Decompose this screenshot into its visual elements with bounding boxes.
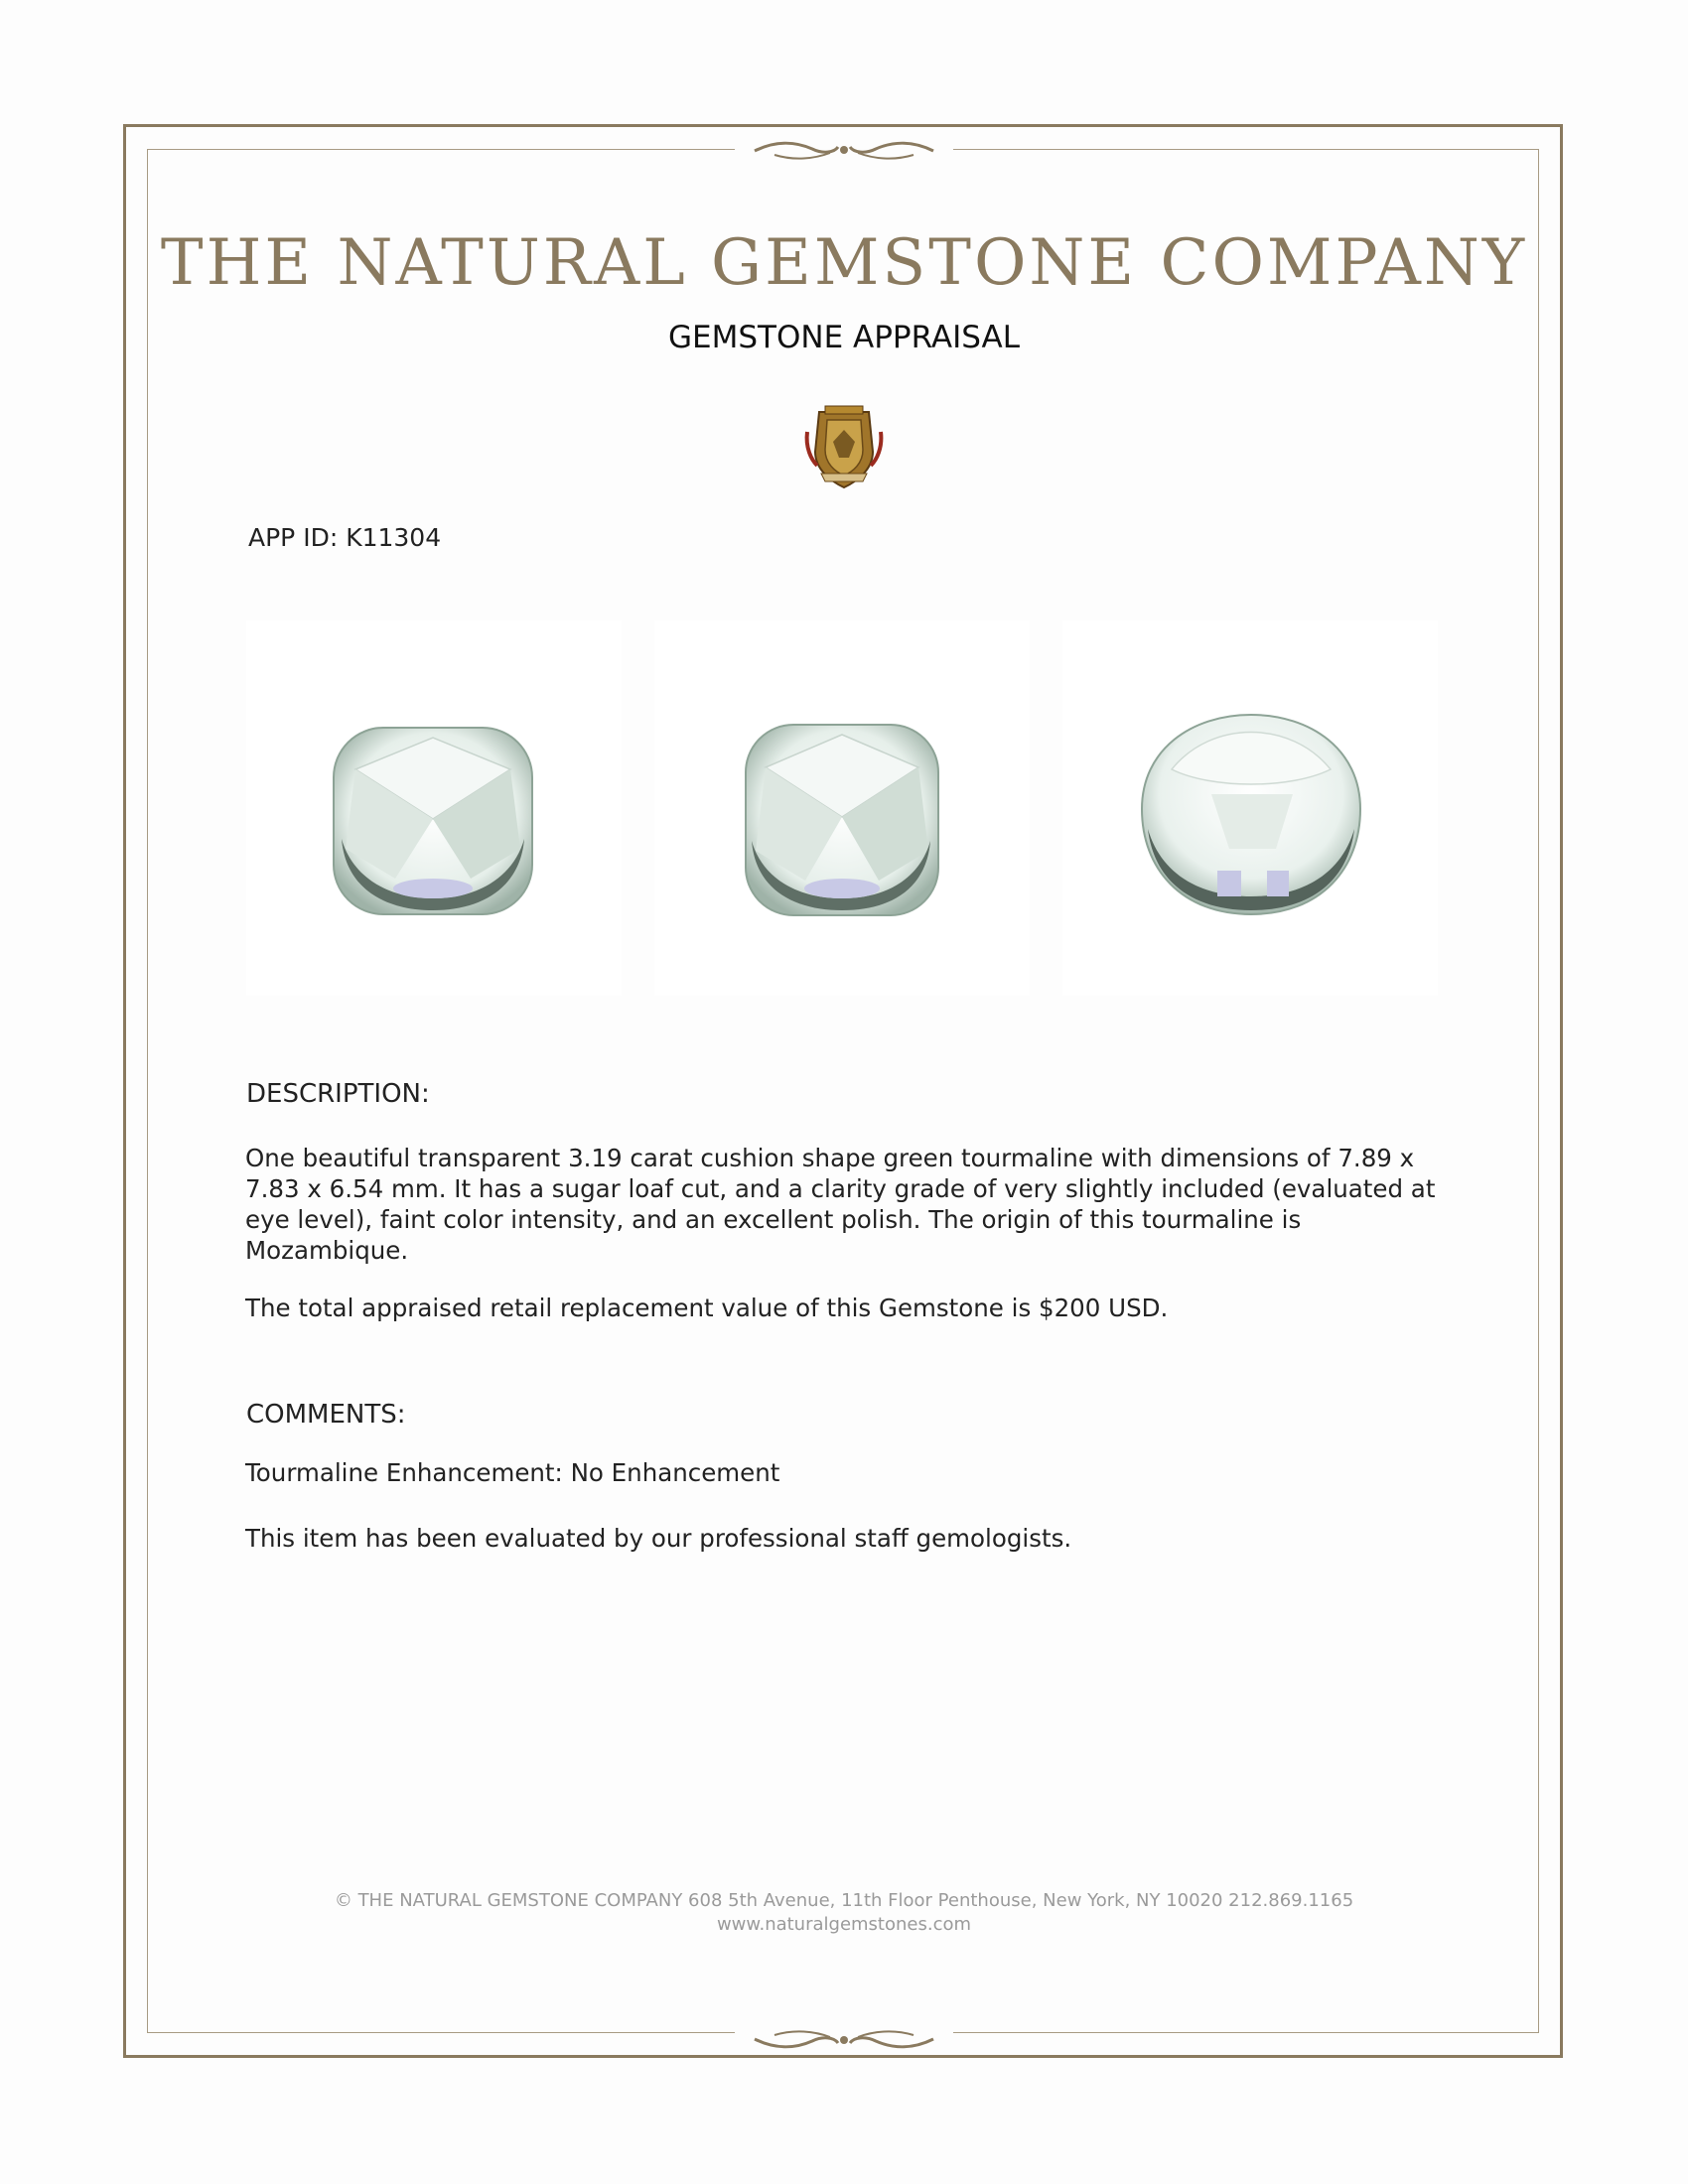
comments-label: COMMENTS:: [246, 1400, 406, 1430]
crest-logo-icon: [799, 402, 889, 491]
app-id: APP ID: K11304: [248, 523, 442, 552]
footer-website[interactable]: www.naturalgemstones.com: [716, 1914, 972, 1935]
evaluation-comment: This item has been evaluated by our professional staff gemologists.: [245, 1524, 1072, 1553]
description-label: DESCRIPTION:: [246, 1079, 430, 1109]
gemstone-photo-icon: [654, 620, 1030, 996]
enhancement-comment: Tourmaline Enhancement: No Enhancement: [245, 1458, 780, 1487]
gemstone-photos: [246, 620, 1438, 996]
gemstone-photo-icon: [246, 620, 622, 996]
document-title: GEMSTONE APPRAISAL: [668, 320, 1020, 355]
gemstone-photo-icon: [1062, 620, 1438, 996]
footer-address: © THE NATURAL GEMSTONE COMPANY 608 5th Avenue, 11th Floor Penthouse, New York, NY 10020 212.869.1165: [334, 1890, 1354, 1911]
bottom-ornament-icon: [735, 2025, 953, 2055]
appraised-value: The total appraised retail replacement value of this Gemstone is $200 USD.: [245, 1294, 1169, 1322]
description-text: One beautiful transparent 3.19 carat cushion shape green tourmaline with dimensions of 7.89 x 7.83 x 6.54 mm. It has a sugar loaf cut, and a clarity grade of very slightly included (evaluated at eye level), faint color intensity, and an excellent polish. The origin of this tourmaline is Mozambique.: [245, 1144, 1436, 1265]
top-ornament-icon: [735, 135, 953, 165]
company-name: THE NATURAL GEMSTONE COMPANY: [160, 226, 1528, 300]
